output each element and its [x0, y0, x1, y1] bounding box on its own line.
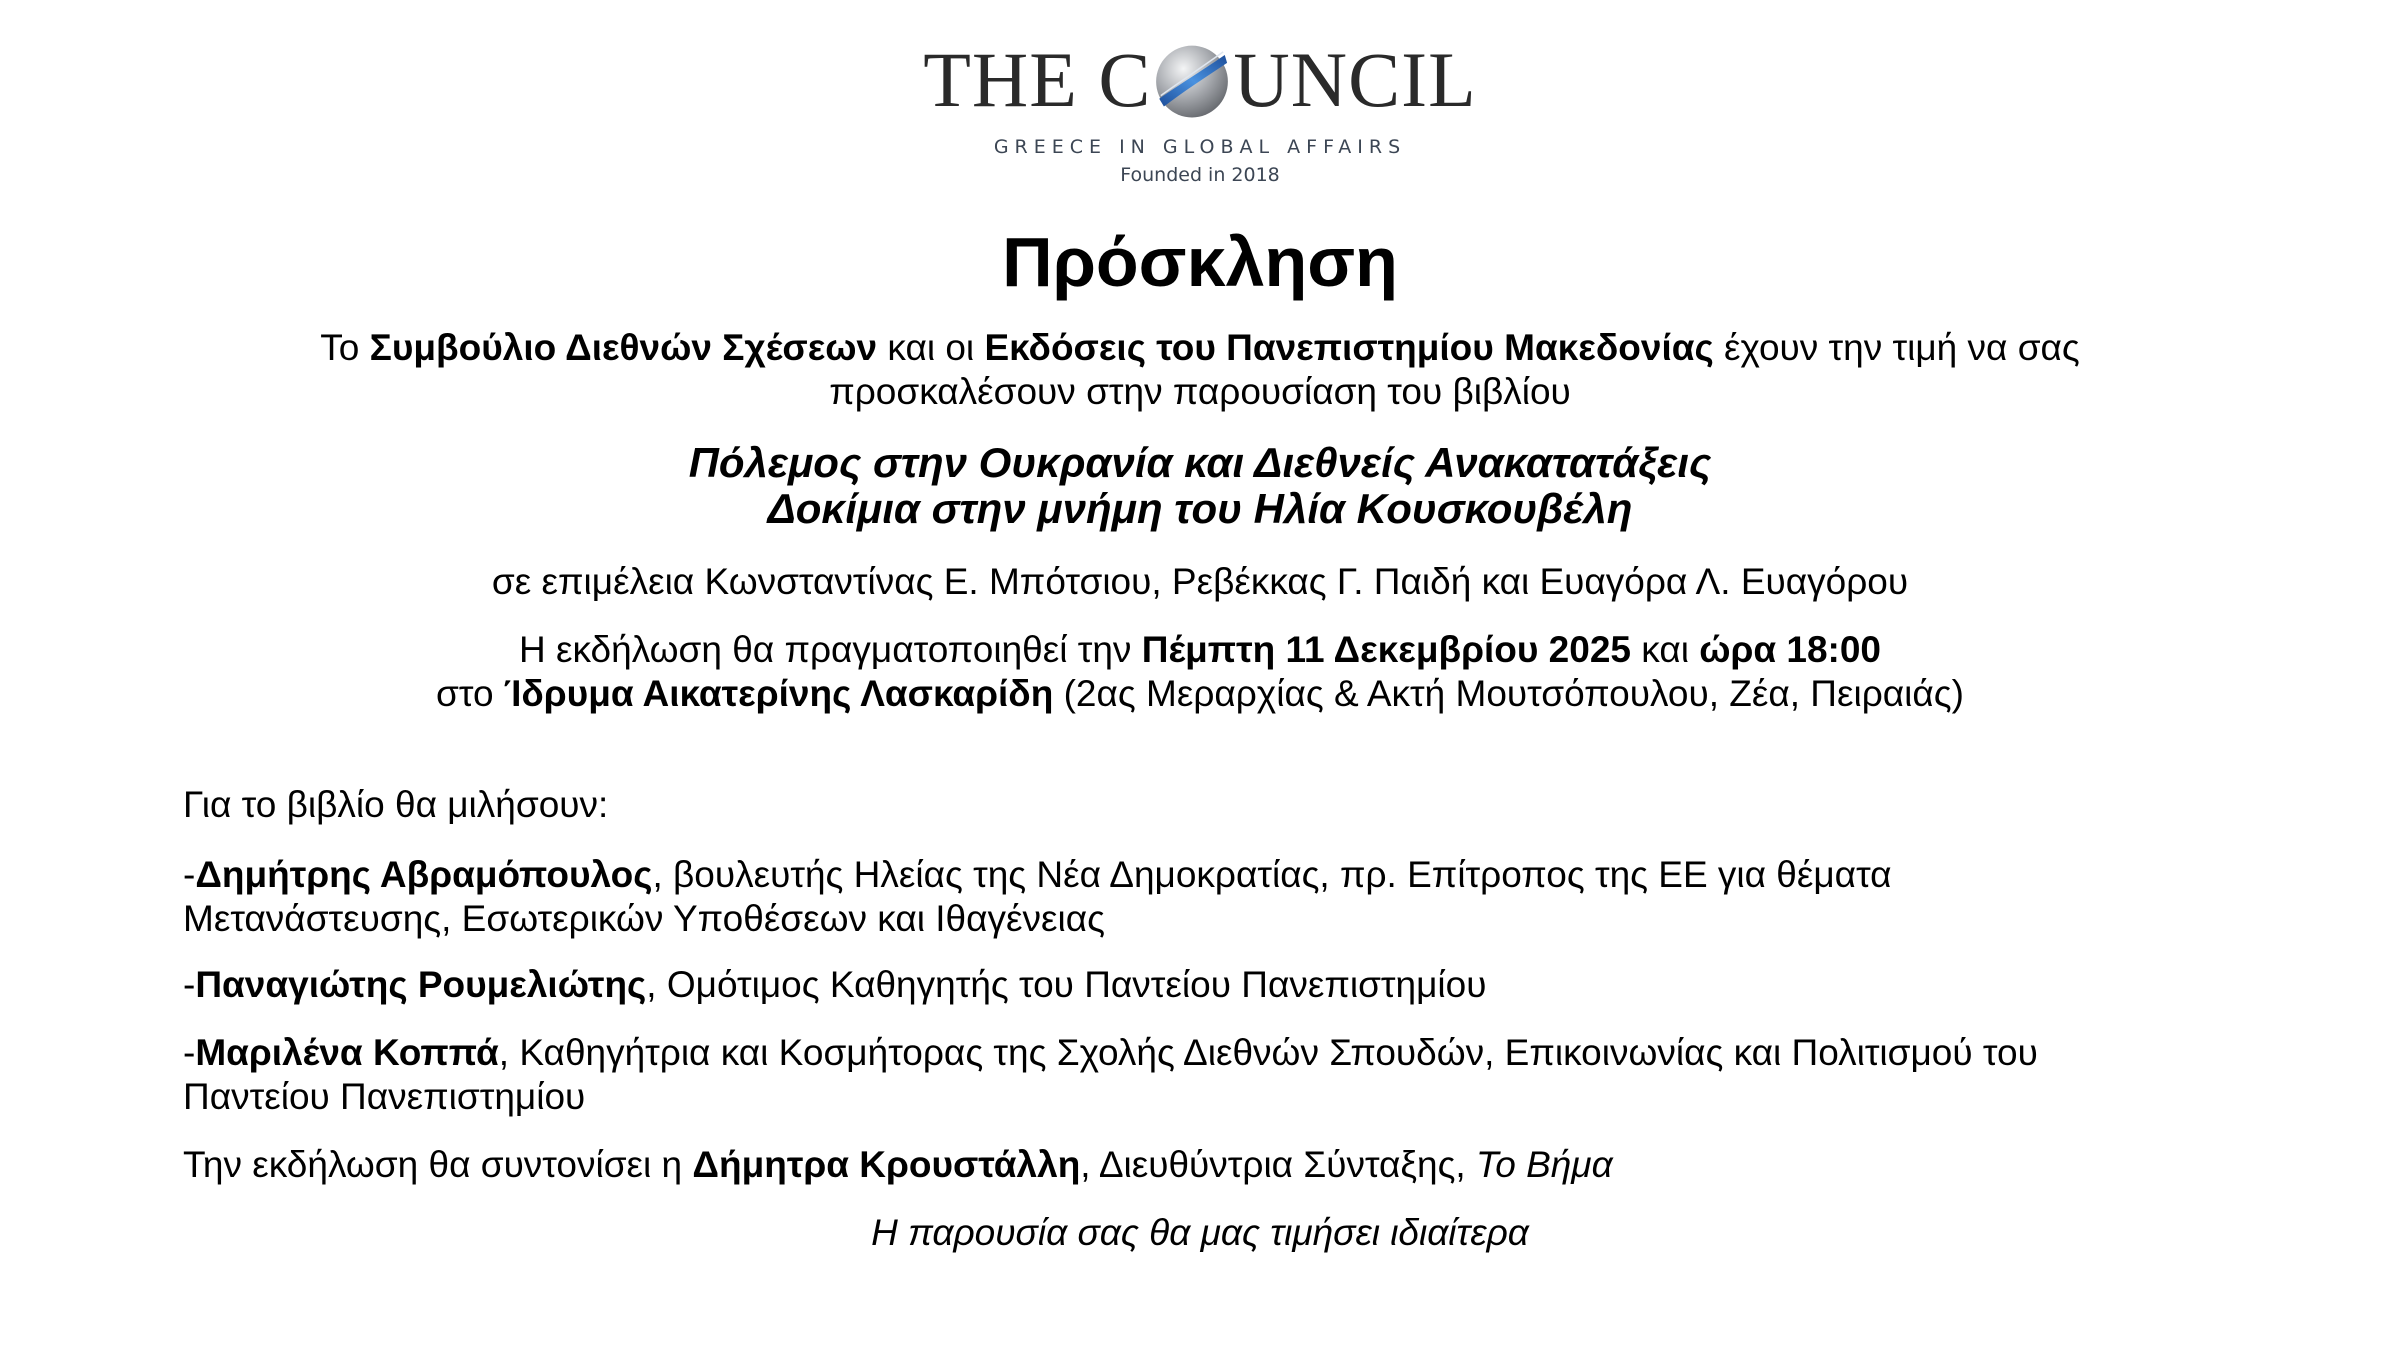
- moderator-text: Την εκδήλωση θα συντονίσει η: [183, 1144, 693, 1185]
- intro-line-1: [0, 326, 2400, 370]
- event-address: (2ας Μεραρχίας & Ακτή Μουτσόπουλου, Ζέα, Πειραιάς): [1053, 673, 1964, 714]
- logo-wordmark: [923, 30, 1476, 130]
- speakers-heading: Για το βιβλίο θα μιλήσουν:: [183, 784, 609, 825]
- event-venue-line: [0, 672, 2400, 716]
- moderator-outlet: Το Βήμα: [1475, 1144, 1613, 1185]
- logo-word-right: UNCIL: [1233, 36, 1477, 123]
- speaker-item: [183, 1031, 2283, 1119]
- event-venue: Ίδρυμα Αικατερίνης Λασκαρίδη: [503, 673, 1054, 714]
- event-date: Πέμπτη 11 Δεκεμβρίου 2025: [1141, 629, 1631, 670]
- speaker-name: Δημήτρης Αβραμόπουλος: [195, 854, 653, 895]
- event-time: ώρα 18:00: [1699, 629, 1882, 670]
- organizer-publisher: Εκδόσεις του Πανεπιστημίου Μακεδονίας: [984, 327, 1714, 368]
- intro-text: και οι: [877, 327, 985, 368]
- dash: -: [183, 854, 196, 895]
- event-text: Η εκδήλωση θα πραγματοποιηθεί την: [518, 629, 1142, 670]
- speaker-role: , Καθηγήτρια και Κοσμήτορας της Σχολής Διεθνών Σπουδών, Επικοινωνίας και Πολιτισμού του: [498, 1032, 2038, 1073]
- speaker-role-cont: Παντείου Πανεπιστημίου: [183, 1076, 586, 1117]
- event-text: και: [1630, 629, 1700, 670]
- speaker-name: Μαριλένα Κοππά: [195, 1032, 499, 1073]
- event-details: [0, 628, 2400, 716]
- speaker-item: [183, 963, 2283, 1007]
- moderator-line: [183, 1143, 2283, 1187]
- organizer-council: Συμβούλιο Διεθνών Σχέσεων: [369, 327, 878, 368]
- speaker-role-cont: Μετανάστευσης, Εσωτερικών Υποθέσεων και Ιθαγένειας: [183, 898, 1105, 939]
- editors-line: σε επιμέλεια Κωνσταντίνας Ε. Μπότσιου, Ρεβέκκας Γ. Παιδή και Ευαγόρα Λ. Ευαγόρου: [491, 561, 1909, 602]
- event-text: στο: [436, 673, 504, 714]
- moderator-name: Δήμητρα Κρουστάλλη: [692, 1144, 1081, 1185]
- globe-icon: [1153, 41, 1231, 119]
- book-title: Πόλεμος στην Ουκρανία και Διεθνείς Ανακατατάξεις: [688, 439, 1712, 486]
- moderator-role: , Διευθύντρια Σύνταξης,: [1080, 1144, 1476, 1185]
- closing-line: Η παρουσία σας θα μας τιμήσει ιδιαίτερα: [871, 1212, 1529, 1253]
- event-date-line: [0, 628, 2400, 672]
- council-logo: [0, 30, 2400, 186]
- dash: -: [183, 1032, 196, 1073]
- intro-line-2: προσκαλέσουν στην παρουσίαση του βιβλίου: [829, 371, 1571, 412]
- page-title: Πρόσκληση: [1002, 223, 1398, 301]
- intro-text: έχουν την τιμή να σας: [1713, 327, 2080, 368]
- logo-tagline: GREECE IN GLOBAL AFFAIRS: [993, 136, 1407, 158]
- book-subtitle: Δοκίμια στην μνήμη του Ηλία Κουσκουβέλη: [767, 485, 1633, 532]
- book-title-block: [0, 440, 2400, 532]
- dash: -: [183, 964, 196, 1005]
- logo-word-left: THE C: [923, 36, 1152, 123]
- speaker-name: Παναγιώτης Ρουμελιώτης: [195, 964, 647, 1005]
- speaker-role: , βουλευτής Ηλείας της Νέα Δημοκρατίας, πρ. Επίτροπος της ΕΕ για θέματα: [652, 854, 1892, 895]
- speaker-role: , Ομότιμος Καθηγητής του Παντείου Πανεπιστημίου: [646, 964, 1487, 1005]
- logo-founded: Founded in 2018: [1120, 164, 1280, 186]
- intro-text: Το: [320, 327, 370, 368]
- intro-paragraph: [0, 326, 2400, 414]
- speaker-item: [183, 853, 2283, 941]
